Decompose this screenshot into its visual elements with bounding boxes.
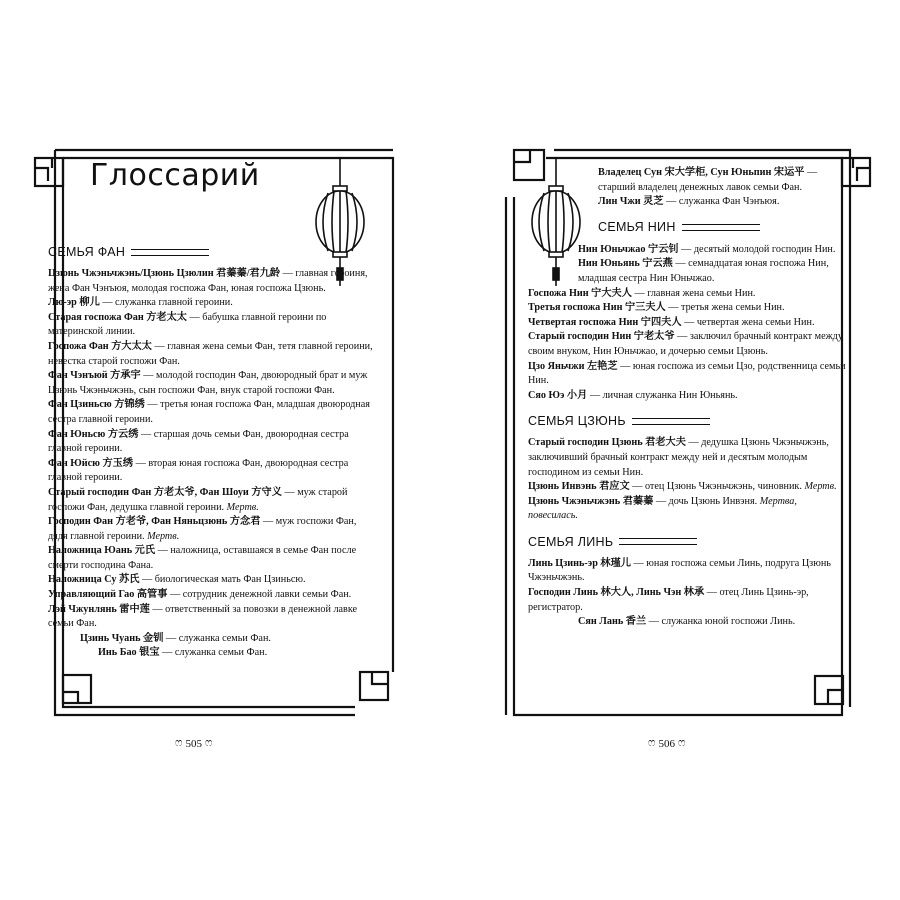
- entry-description: — вторая юная госпожа Фан, двоюродная сестра главной героини.: [48, 457, 349, 484]
- entry-term: Фан Чэнъюй 方承宇: [48, 370, 141, 382]
- glossary-entry: [48, 457, 374, 486]
- glossary-entry: [48, 267, 374, 296]
- corner-knot-bottom-right: [360, 672, 388, 700]
- entry-description: — заключил брачный контракт между своим внуком, Нин Юньчжао, и дочерью семьи Цзюнь.: [528, 331, 843, 357]
- entry-description: — личная служанка Нин Юньянь.: [587, 389, 738, 401]
- glossary-entry: [48, 340, 374, 369]
- entry-term: Четвертая госпожа Нин 宁四夫人: [528, 316, 682, 328]
- glossary-entry: [48, 486, 374, 515]
- glossary-entry: [528, 287, 848, 302]
- entry-description: — ответственный за повозки в денежной лавке семьи Фан.: [48, 603, 358, 630]
- glossary-entry: [528, 316, 848, 331]
- entry-term: Управляющий Гао 高管事: [48, 589, 168, 601]
- entry-description: — служанка семьи Фан.: [159, 647, 268, 659]
- entry-term: Старый господин Нин 宁老太爷: [528, 331, 675, 343]
- entry-description: — отец Линь Цзинь-эр, регистратор.: [528, 587, 809, 613]
- glossary-entry: [528, 389, 848, 404]
- entry-term: Наложница Су 苏氏: [48, 574, 140, 586]
- glossary-entry: [528, 301, 848, 316]
- glossary-entry: [528, 495, 848, 524]
- glossary-entry: [48, 632, 374, 647]
- entry-description: — дедушка Цзюнь Чжэньчжэнь, заключивший брачный контракт между ней и десятым молодым господином из семьи Нин.: [528, 437, 829, 478]
- glossary-entry: [528, 436, 848, 480]
- entry-term: Третья госпожа Нин 宁三夫人: [528, 302, 666, 314]
- entry-description: — служанка семьи Фан.: [163, 632, 271, 644]
- entry-term: Старый господин Фан 方老太爷, Фан Шоуи 方守义: [48, 486, 282, 498]
- entry-description: — третья жена семьи Нин.: [665, 302, 785, 314]
- entry-description: — служанка юной госпожи Линь.: [646, 616, 796, 628]
- entry-term: Наложница Юань 元氏: [48, 545, 156, 557]
- entry-term: Лин Чжи 灵芝: [598, 196, 664, 208]
- scroll-ornament-icon: ෆ: [648, 737, 656, 749]
- right-page: [450, 0, 900, 900]
- section-rule: [131, 249, 209, 256]
- entry-description: — главная жена семьи Фан, тетя главной героини, невестка старой госпожи Фан.: [48, 340, 373, 367]
- entry-description: — сотрудник денежной лавки семьи Фан.: [167, 589, 352, 601]
- entry-term: Нин Юньчжао 宁云钊: [578, 243, 679, 255]
- entry-term: Линь Цзинь-эр 林瑾儿: [528, 557, 631, 569]
- entry-term: Цзинь Чуань 金钏: [80, 632, 164, 644]
- entry-description: — четвертая жена семьи Нин.: [681, 316, 815, 328]
- scroll-ornament-icon: ෆ: [204, 737, 213, 749]
- glossary-entry: [598, 195, 848, 210]
- section-heading: [528, 220, 848, 236]
- glossary-entry: [528, 557, 848, 586]
- entry-note: Мертв.: [804, 481, 837, 493]
- entry-description: — главная героиня, жена Фан Чэнъюя, молодая госпожа Фан, юная госпожа Цзюнь.: [48, 268, 368, 294]
- glossary-entry: [48, 515, 374, 544]
- section-heading-label: СЕМЬЯ ЦЗЮНЬ: [528, 414, 626, 429]
- glossary-entry: [48, 573, 374, 588]
- entry-description: — служанка Фан Чэнъюя.: [663, 196, 780, 208]
- glossary-entry: [48, 646, 374, 661]
- entry-term: Нин Юньянь 宁云燕: [578, 258, 673, 270]
- glossary-entry: [48, 398, 374, 427]
- entry-term: Лю-эр 柳儿: [48, 297, 100, 309]
- entry-term: Фан Юйсю 方玉绣: [48, 457, 134, 469]
- entry-description: — муж госпожи Фан, дядя главной героини.: [48, 516, 357, 542]
- scroll-ornament-icon: ෆ: [175, 737, 183, 749]
- entry-description: — молодой господин Фан, двоюродный брат и муж Цзюнь Чжэньчжэнь, сын госпожи Фан, внук старой госпожи Фан.: [48, 370, 368, 396]
- entry-term: Господин Фан 方老爷, Фан Няньцзюнь 方念君: [48, 516, 261, 528]
- section-heading: [528, 534, 848, 550]
- entry-term: Цзюнь Инвэнь 君应文: [528, 481, 630, 493]
- entry-description: — старший владелец денежных лавок семьи Фан.: [598, 167, 818, 193]
- entry-term: Цзо Яньчжи 左艳芝: [528, 360, 618, 372]
- entry-term: Старая госпожа Фан 方老太太: [48, 311, 187, 323]
- entry-description: — муж старой госпожи Фан, дедушка главной героини.: [48, 486, 348, 513]
- entry-note: Мертв.: [226, 501, 259, 513]
- entry-term: Цзюнь Чжэньчжэнь/Цзюнь Цзюлин 君蓁蓁/君九龄: [48, 268, 281, 279]
- glossary-entry: [48, 296, 374, 311]
- section-heading: [48, 244, 374, 260]
- entry-description: — старшая дочь семьи Фан, двоюродная сестра главной героини.: [48, 428, 349, 455]
- glossary-right-column: [528, 166, 848, 630]
- glossary-entry: [48, 588, 374, 603]
- entry-term: Госпожа Нин 宁大夫人: [528, 287, 632, 299]
- section-heading-label: СЕМЬЯ ЛИНЬ: [528, 534, 614, 549]
- page-number: 506: [658, 737, 675, 750]
- glossary-entry: [48, 311, 374, 340]
- entry-term: Фан Юньсю 方云绣: [48, 428, 139, 440]
- glossary-entry: [528, 257, 848, 286]
- section-rule: [682, 224, 760, 231]
- glossary-entry: [528, 586, 848, 615]
- entry-description: — семнадцатая юная госпожа Нин, младшая сестра Нин Юньчжао.: [578, 258, 829, 284]
- glossary-entry: [48, 369, 374, 398]
- entry-description: — юная госпожа из семьи Цзо, родственница семьи Нин.: [528, 360, 846, 387]
- glossary-entry: [528, 330, 848, 359]
- entry-description: — третья юная госпожа Фан, младшая двоюродная сестра главной героини.: [48, 399, 370, 425]
- entry-term: Сяо Юэ 小月: [528, 389, 588, 401]
- entry-note: Мертв.: [147, 530, 180, 542]
- page-number: 505: [185, 737, 202, 750]
- entry-term: Лэй Чжунлянь 雷中莲: [48, 603, 150, 615]
- page-title: Глоссарий: [90, 158, 260, 193]
- entry-description: — дочь Цзюнь Инвэня.: [653, 495, 760, 507]
- glossary-entry: [528, 243, 848, 258]
- page-folio: [648, 737, 685, 750]
- entry-term: Госпожа Фан 方大太太: [48, 340, 152, 352]
- entry-description: — отец Цзюнь Чжэньчжэнь, чиновник.: [629, 481, 805, 493]
- page-folio: [175, 737, 212, 750]
- entry-description: — служанка главной героини.: [99, 297, 233, 309]
- glossary-entry: [48, 428, 374, 457]
- glossary-entry: [48, 603, 374, 632]
- entry-description: — бабушка главной героини по материнской линии.: [48, 311, 327, 338]
- entry-term: Сян Лань 香兰: [578, 616, 647, 628]
- section-heading: [528, 413, 848, 429]
- entry-term: Господин Линь 林大人, Линь Чэн 林承: [528, 587, 705, 599]
- entry-term: Старый господин Цзюнь 君老大夫: [528, 437, 686, 449]
- glossary-entry: [528, 480, 848, 495]
- glossary-entry: [598, 166, 848, 195]
- entry-term: Цзюнь Чжэньчжэнь 君蓁蓁: [528, 495, 654, 507]
- glossary-entry: [48, 544, 374, 573]
- entry-term: Инь Бао 银宝: [98, 647, 160, 659]
- entry-description: — юная госпожа семьи Линь, подруга Цзюнь Чжэньчжэнь.: [528, 557, 831, 584]
- glossary-entry: [528, 360, 848, 389]
- entry-description: — главная жена семьи Нин.: [631, 287, 756, 299]
- glossary-entry: [528, 615, 848, 630]
- entry-term: Фан Цзиньсю 方锦绣: [48, 399, 145, 411]
- entry-note: Мертва, повесилась.: [528, 495, 797, 522]
- entry-description: — биологическая мать Фан Цзиньсю.: [139, 574, 306, 586]
- section-heading-label: СЕМЬЯ ФАН: [48, 244, 126, 259]
- lead-entries: [528, 166, 848, 210]
- scroll-ornament-icon: ෆ: [677, 737, 686, 749]
- section-heading-label: СЕМЬЯ НИН: [598, 220, 676, 235]
- section-rule: [619, 538, 697, 545]
- section-rule: [632, 418, 710, 425]
- glossary-left-column: [48, 244, 374, 661]
- entry-term: Владелец Сун 宋大学柜, Сун Юньпин 宋运平: [598, 167, 805, 178]
- entry-description: — десятый молодой господин Нин.: [678, 243, 836, 255]
- entry-description: — наложница, оставшаяся в семье Фан после смерти господина Фана.: [48, 545, 357, 571]
